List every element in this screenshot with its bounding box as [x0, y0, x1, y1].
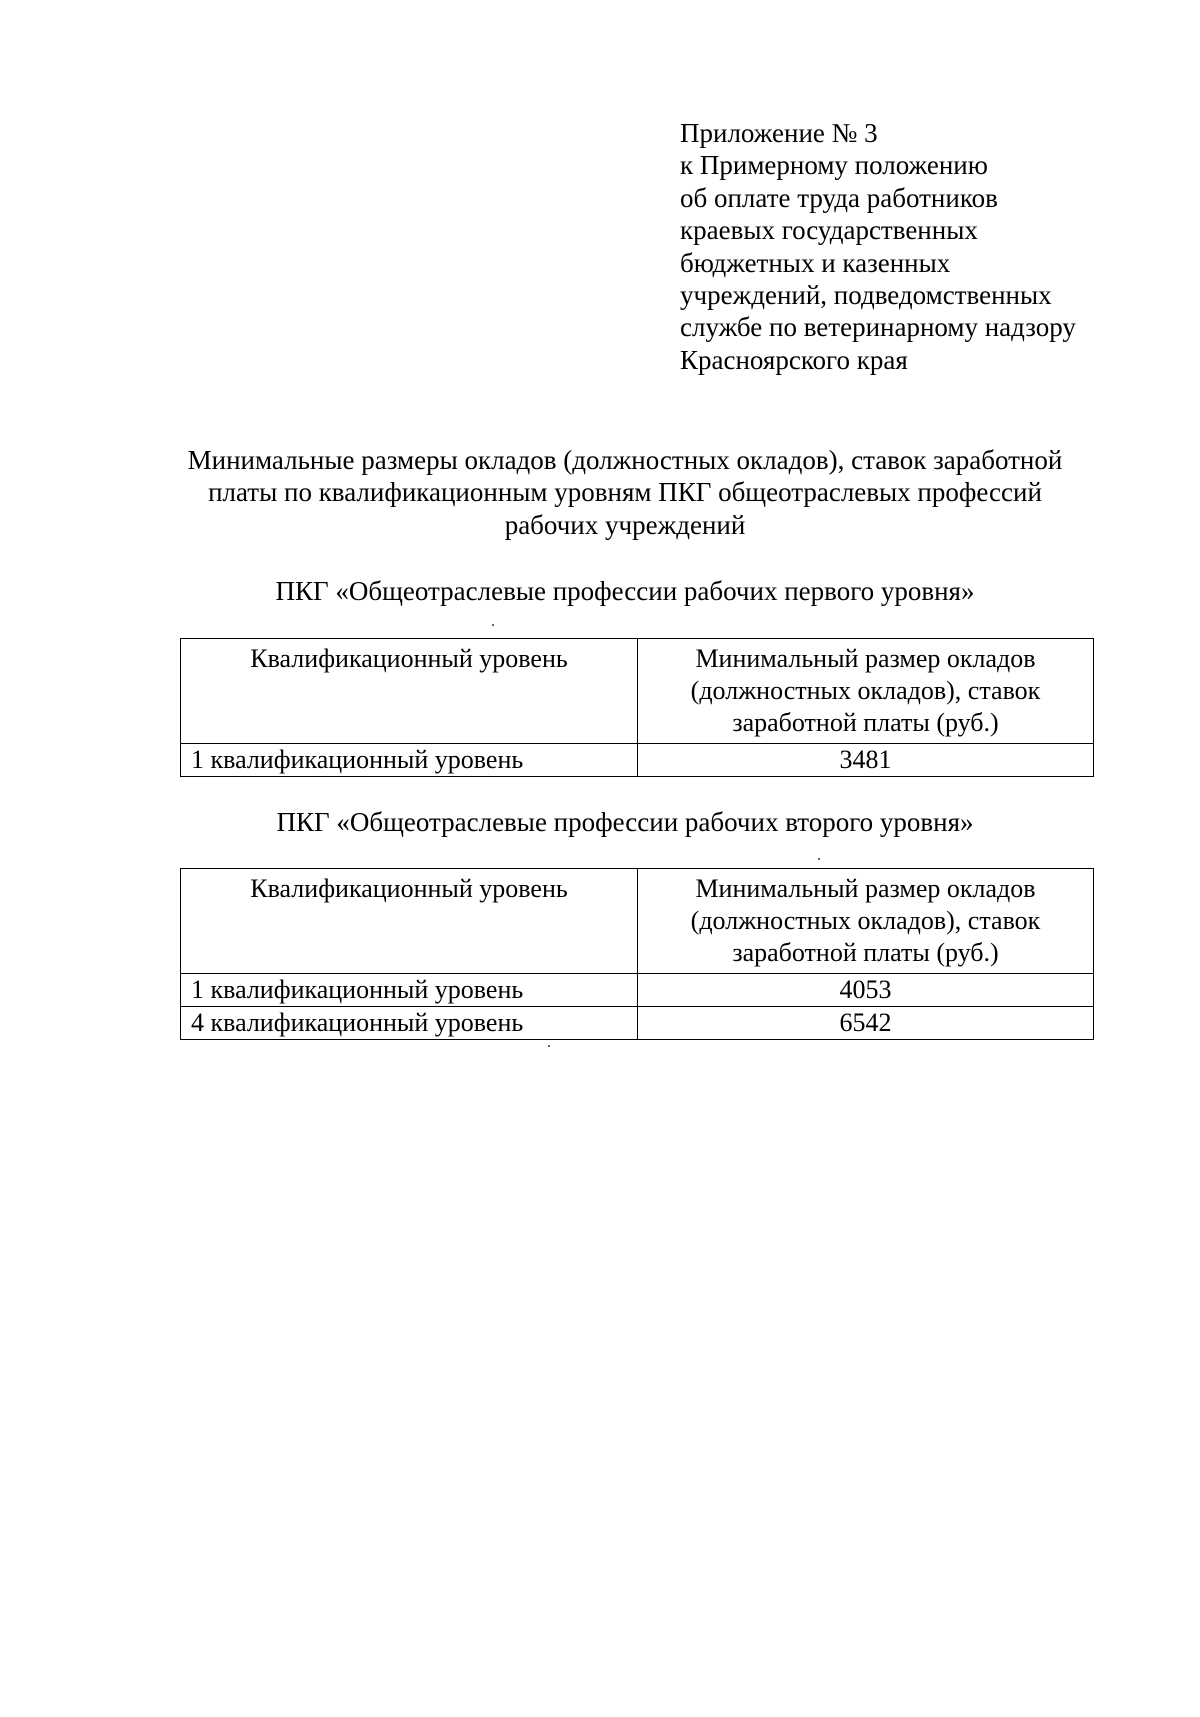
appendix-line: краевых государственных — [680, 215, 978, 246]
qualification-level-cell: 1 квалификационный уровень — [181, 744, 638, 777]
qualification-level-cell: 1 квалификационный уровень — [181, 974, 638, 1007]
salary-value-cell: 3481 — [638, 744, 1094, 777]
appendix-line: службе по ветеринарному надзору — [680, 312, 1076, 343]
table-header-row — [181, 869, 1094, 974]
table-row — [181, 744, 1094, 777]
scan-speck — [492, 624, 494, 626]
appendix-line: об оплате труда работников — [680, 182, 998, 213]
title-line: Минимальные размеры окладов (должностных окладов), ставок заработной — [187, 445, 1063, 475]
table-row — [181, 974, 1094, 1007]
column-header-salary: Минимальный размер окладов (должностных окладов), ставок заработной платы (руб.) — [638, 869, 1094, 974]
qualification-level-cell: 4 квалификационный уровень — [181, 1007, 638, 1040]
document-title — [100, 444, 1150, 541]
salary-value-cell: 6542 — [638, 1007, 1094, 1040]
appendix-block — [680, 117, 1150, 376]
title-line: платы по квалификационным уровням ПКГ общеотраслевых профессий — [208, 477, 1042, 508]
column-header-level: Квалификационный уровень — [181, 869, 638, 974]
salary-value-cell: 4053 — [638, 974, 1094, 1007]
column-header-level: Квалификационный уровень — [181, 639, 638, 744]
section-heading-first-level: ПКГ «Общеотраслевые профессии рабочих первого уровня» — [275, 576, 975, 606]
appendix-line: учреждений, подведомственных — [680, 280, 1052, 311]
section-heading-second-level: ПКГ «Общеотраслевые профессии рабочих второго уровня» — [276, 807, 974, 837]
salary-table-second-level — [180, 868, 1094, 1040]
title-line: рабочих учреждений — [504, 509, 746, 540]
appendix-line: к Примерному положению — [680, 150, 988, 181]
salary-table-first-level — [180, 638, 1094, 777]
appendix-line: бюджетных и казенных — [680, 247, 951, 278]
appendix-line: Красноярского края — [680, 344, 908, 375]
scan-speck — [818, 858, 820, 860]
table-row — [181, 1007, 1094, 1040]
scan-speck — [548, 1045, 550, 1047]
column-header-salary: Минимальный размер окладов (должностных окладов), ставок заработной платы (руб.) — [638, 639, 1094, 744]
appendix-line: Приложение № 3 — [680, 118, 878, 148]
table-header-row — [181, 639, 1094, 744]
